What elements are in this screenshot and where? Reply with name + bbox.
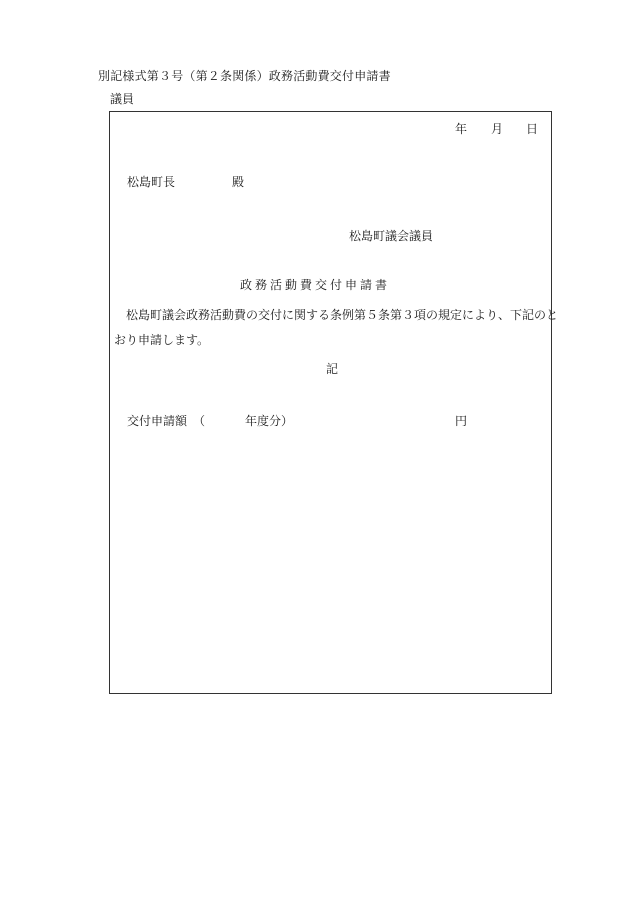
- application-form-box: [109, 111, 552, 694]
- applicant-title: 松島町議会議員: [349, 229, 434, 243]
- addressee: 松島町長: [127, 175, 176, 189]
- form-number-label: 別記様式第３号（第２条関係）政務活動費交付申請書: [98, 69, 391, 83]
- honorific: 殿: [232, 175, 245, 189]
- date-day-label: 日: [526, 122, 539, 136]
- date-month-label: 月: [491, 122, 504, 136]
- body-text-line-2: おり申請します。: [114, 333, 210, 347]
- submitter-type-label: 議員: [110, 92, 135, 106]
- fiscal-year-paren-open: （: [193, 414, 206, 428]
- body-text-line-1: 松島町議会政務活動費の交付に関する条例第５条第３項の規定により、下記のと: [126, 308, 559, 322]
- yen-unit-label: 円: [455, 414, 468, 428]
- document-title: 政務活動費交付申請書: [239, 278, 390, 292]
- fiscal-year-label: 年度分）: [245, 414, 294, 428]
- requested-amount-label: 交付申請額: [127, 414, 188, 428]
- date-year-label: 年: [455, 122, 468, 136]
- ki-heading: 記: [325, 362, 338, 376]
